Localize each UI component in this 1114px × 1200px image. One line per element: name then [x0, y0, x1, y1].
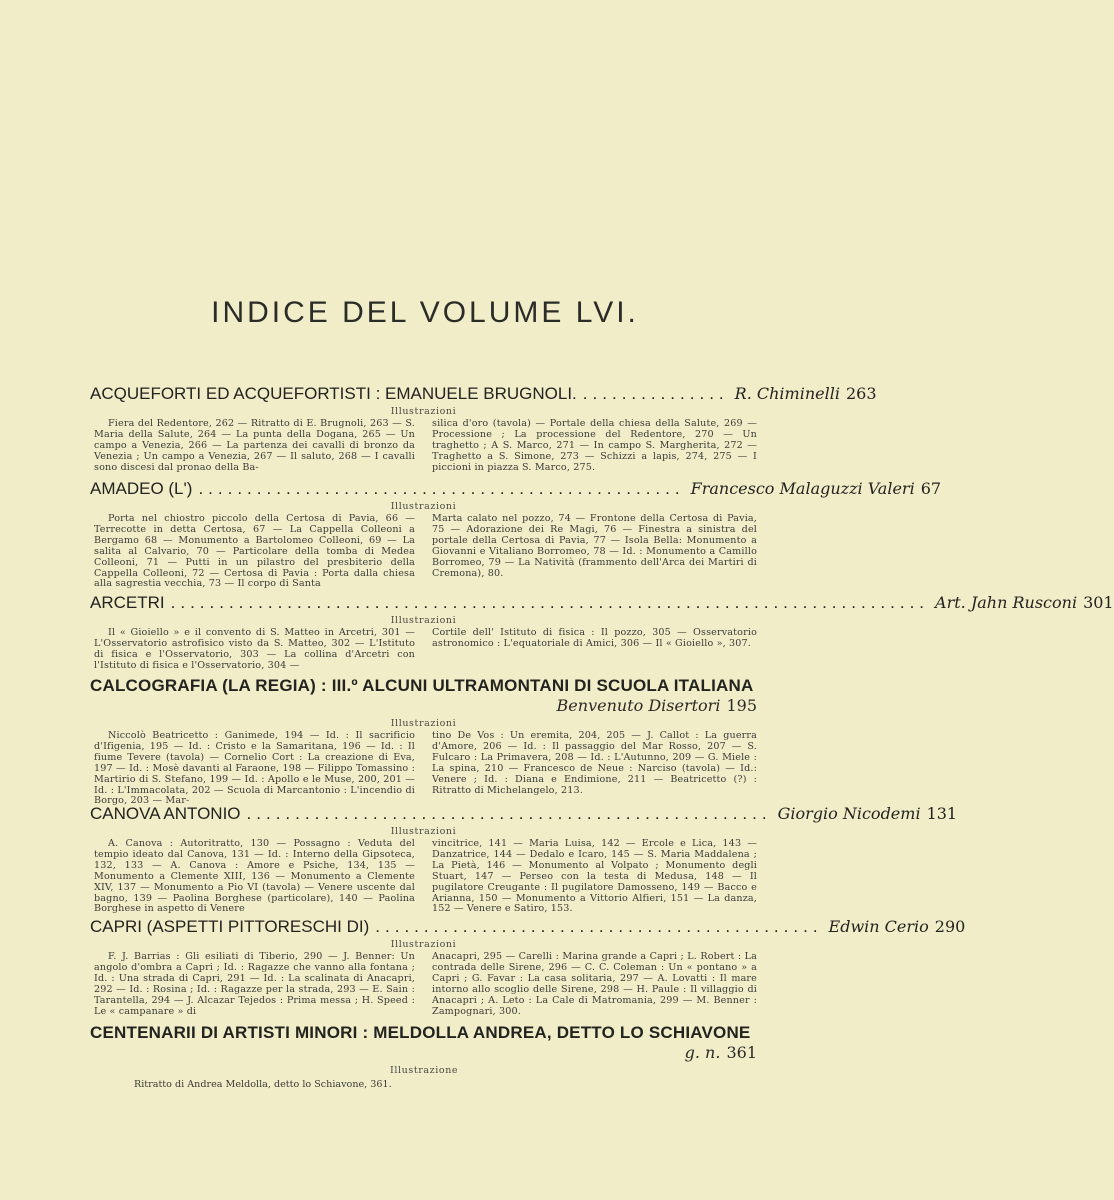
- illustrations-list: [90, 514, 757, 590]
- illustrations-list: [90, 839, 757, 915]
- entry-author: Giorgio Nicodemi: [777, 804, 921, 823]
- entry-subject: ACQUEFORTI ED ACQUEFORTISTI : EMANUELE BRUGNOLI.: [90, 384, 577, 403]
- entry-heading: [90, 676, 757, 696]
- entry-page-number: 131: [926, 804, 958, 823]
- index-entry-capri: [90, 917, 966, 1017]
- entry-author: Edwin Cerio: [828, 917, 929, 936]
- illustrations-left-column: Niccolò Beatricetto : Ganimede, 194 — Id. : Il sacrificio d'Ifigenia, 195 — Id. : Cristo e la Samaritana, 196 — Id. : Il fiume Tevere (tavola) — Cornelio Cort : La creazione di Eva, 197 — Id. : Mosè davanti al Faraone, 198 — Filippo Tomassino : Martirio di S. Stefano, 199 — Id. : Apollo e le Muse, 200, 201 — Id. : L'Immacolata, 202 — Scuola di Marcantonio : L'incendio di Borgo, 203 — Mar-: [94, 730, 415, 807]
- illustrations-left-column: Il « Gioiello » e il convento di S. Matteo in Arcetri, 301 — L'Osservatorio astrofisico visto da S. Matteo, 302 — L'Istituto di fisica e l'Osservatorio, 303 — La collina d'Arcetri con l'Istituto di fisica e l'Osservatorio, 304 —: [94, 627, 415, 671]
- index-entry-acqueforti: [90, 384, 877, 474]
- index-entry-arcetri: [90, 593, 1114, 672]
- entry-heading: [90, 917, 966, 937]
- leader-dots: ..............................................................................: [170, 593, 930, 612]
- entry-heading: [90, 479, 942, 499]
- entry-page-number: 195: [726, 696, 757, 715]
- illustrations-label: Illustrazioni: [390, 615, 457, 626]
- illustrations-left-column: Fiera del Redentore, 262 — Ritratto di E. Brugnoli, 263 — S. Maria della Salute, 264 — La punta della Dogana, 265 — Un campo a Venezia, 266 — La partenza dei cavalli di bronzo da Venezia ; Un campo a Venezia, 267 — Il saluto, 268 — I cavalli sono discesi dal pronao della Ba-: [94, 418, 415, 473]
- illustrations-label: Illustrazione: [390, 1065, 459, 1076]
- illustrations-right-column: silica d'oro (tavola) — Portale della chiesa della Salute, 269 — Processione ; La processione del Redentore, 270 — Un traghetto ; A S. Marco, 271 — In campo S. Margherita, 272 — Traghetto a S. Simone, 273 — Schizzi a lapis, 274, 275 — I piccioni in piazza S. Marco, 275.: [432, 418, 757, 473]
- illustrations-left-column: Porta nel chiostro piccolo della Certosa di Pavia, 66 — Terrecotte in detta Certosa, 67 — La Cappella Colleoni a Bergamo 68 — Monumento a Bartolomeo Colleoni, 69 — La salita al Calvario, 70 — Particolare della tomba di Medea Colleoni, 71 — Putti in un pilastro del presbiterio della Cappella Colleoni, 72 — Certosa di Pavia : Porta dalla chiesa alla sagrestia vecchia, 73 — Il corpo di Santa: [94, 513, 415, 590]
- illustrations-right-column: tino De Vos : Un eremita, 204, 205 — J. Callot : La guerra d'Amore, 206 — Id. : Il passaggio del Mar Rosso, 207 — S. Fulcaro : La Primavera, 208 — Id. : L'Autunno, 209 — G. Miele : La spina, 210 — Francesco de Neue : Narciso (tavola) — Id.: Venere ; Id. : Diana e Endimione, 211 — Beatricetto (?) : Ritratto di Michelangelo, 213.: [432, 730, 757, 796]
- illustrations-list: [90, 952, 757, 1017]
- entry-heading: [90, 384, 877, 404]
- entry-subject: CANOVA ANTONIO: [90, 804, 241, 823]
- entry-author: g. n.: [684, 1043, 721, 1062]
- entry-page-number: 361: [726, 1043, 757, 1062]
- entry-subject: CENTENARII DI ARTISTI MINORI : MELDOLLA ANDREA, DETTO LO SCHIAVONE: [90, 1023, 751, 1042]
- entry-subject: ARCETRI: [90, 593, 165, 612]
- illustrations-left-column: F. J. Barrias : Gli esiliati di Tiberio, 290 — J. Benner: Un angolo d'ombra a Capri ; Id. : Ragazze che vanno alla fontana ; Id. : Una strada di Capri, 291 — Id. : La scalinata di Anacapri, 292 — Id. : Rosina ; Id. : Ragazze per la strada, 293 — E. Sain : Tarantella, 294 — J. Alcazar Tejedos : Prima messa ; H. Speed : Le « campanare » di: [94, 951, 415, 1017]
- entry-heading: [90, 1023, 757, 1043]
- index-entry-amadeo: [90, 479, 942, 590]
- entry-author-line: [90, 1043, 757, 1063]
- page-title: INDICE DEL VOLUME LVI.: [211, 296, 639, 329]
- entry-author-line: [90, 696, 757, 716]
- entry-author: R. Chiminelli: [734, 384, 840, 403]
- leader-dots: ..................................................: [198, 479, 685, 498]
- entry-subject: AMADEO (L'): [90, 479, 193, 498]
- entry-author: Art. Jahn Rusconi: [935, 593, 1078, 612]
- illustrations-label: Illustrazioni: [390, 718, 457, 729]
- leader-dots: ......................................................: [246, 804, 772, 823]
- entry-heading: [90, 804, 958, 824]
- illustrations-label: Illustrazioni: [390, 939, 457, 950]
- entry-author: Benvenuto Disertori: [556, 696, 721, 715]
- index-entry-calcografia: [90, 676, 757, 807]
- illustrations-list: [90, 419, 757, 474]
- index-entry-canova: [90, 804, 958, 915]
- illustrations-label: Illustrazioni: [390, 501, 457, 512]
- leader-dots: ..............................................: [375, 917, 823, 936]
- illustrations-list: Ritratto di Andrea Meldolla, detto lo Schiavone, 361.: [134, 1079, 392, 1090]
- illustrations-left-column: A. Canova : Autoritratto, 130 — Possagno : Veduta del tempio ideato dal Canova, 131 — Id. : Interno della Gipsoteca, 132, 133 — A. Canova : Amore e Psiche, 134, 135 — Monumento a Clemente XIII, 136 — Monumento a Clemente XIV, 137 — Monumento a Pio VI (tavola) — Venere uscente dal bagno, 139 — Paolina Borghese (particolare), 140 — Paolina Borghese in aspetto di Venere: [94, 838, 415, 915]
- illustrations-list: [90, 731, 757, 807]
- entry-page-number: 263: [845, 384, 877, 403]
- entry-page-number: 301: [1083, 593, 1114, 612]
- entry-subject: CALCOGRAFIA (LA REGIA) : III.º ALCUNI ULTRAMONTANI DI SCUOLA ITALIANA: [90, 676, 754, 695]
- illustrations-list: [90, 628, 757, 672]
- entry-page-number: 67: [920, 479, 942, 498]
- illustrations-right-column: vincitrice, 141 — Maria Luisa, 142 — Ercole e Lica, 143 — Danzatrice, 144 — Dedalo e Icaro, 145 — S. Maria Maddalena ; La Pietà, 146 — Monumento al Volpato ; Monumento degli Stuart, 147 — Perseo con la testa di Medusa, 148 — Il pugilatore Creugante : Il pugilatore Damosseno, 149 — Bacco e Arianna, 150 — Monumento a Vittorio Alfieri, 151 — La danza, 152 — Venere e Satiro, 153.: [432, 838, 757, 915]
- illustrations-right-column: Marta calato nel pozzo, 74 — Frontone della Certosa di Pavia, 75 — Adorazione dei Re Magi, 76 — Finestra a sinistra del portale della Certosa di Pavia, 77 — Isola Bella: Monumento a Giovanni e Vitaliano Borromeo, 78 — Id. : Monumento a Camillo Borromeo, 79 — La Natività (frammento dell'Arca dei Martiri di Cremona), 80.: [432, 513, 757, 579]
- entry-heading: [90, 593, 1114, 613]
- entry-page-number: 290: [934, 917, 966, 936]
- entry-subject: CAPRI (ASPETTI PITTORESCHI DI): [90, 917, 370, 936]
- illustrations-right-column: Cortile dell' Istituto di fisica : Il pozzo, 305 — Osservatorio astronomico : L'equatoriale di Amici, 306 — Il « Gioiello », 307.: [432, 627, 757, 649]
- index-entry-centenarii: [90, 1023, 757, 1090]
- illustrations-label: Illustrazioni: [390, 406, 457, 417]
- leader-dots: ...............: [582, 384, 729, 403]
- illustrations-label: Illustrazioni: [390, 826, 457, 837]
- entry-author: Francesco Malaguzzi Valeri: [690, 479, 915, 498]
- illustrations-right-column: Anacapri, 295 — Carelli : Marina grande a Capri ; L. Robert : La contrada delle Sirene, 296 — C. C. Coleman : Un « pontano » a Capri ; G. Favar : La casa solitaria, 297 — A. Lovatti : Il mare intorno allo scoglio delle Sirene, 298 — H. Paule : Il villaggio di Anacapri ; A. Leto : La Cale di Matromania, 299 — M. Benner : Zampognari, 300.: [432, 951, 757, 1017]
